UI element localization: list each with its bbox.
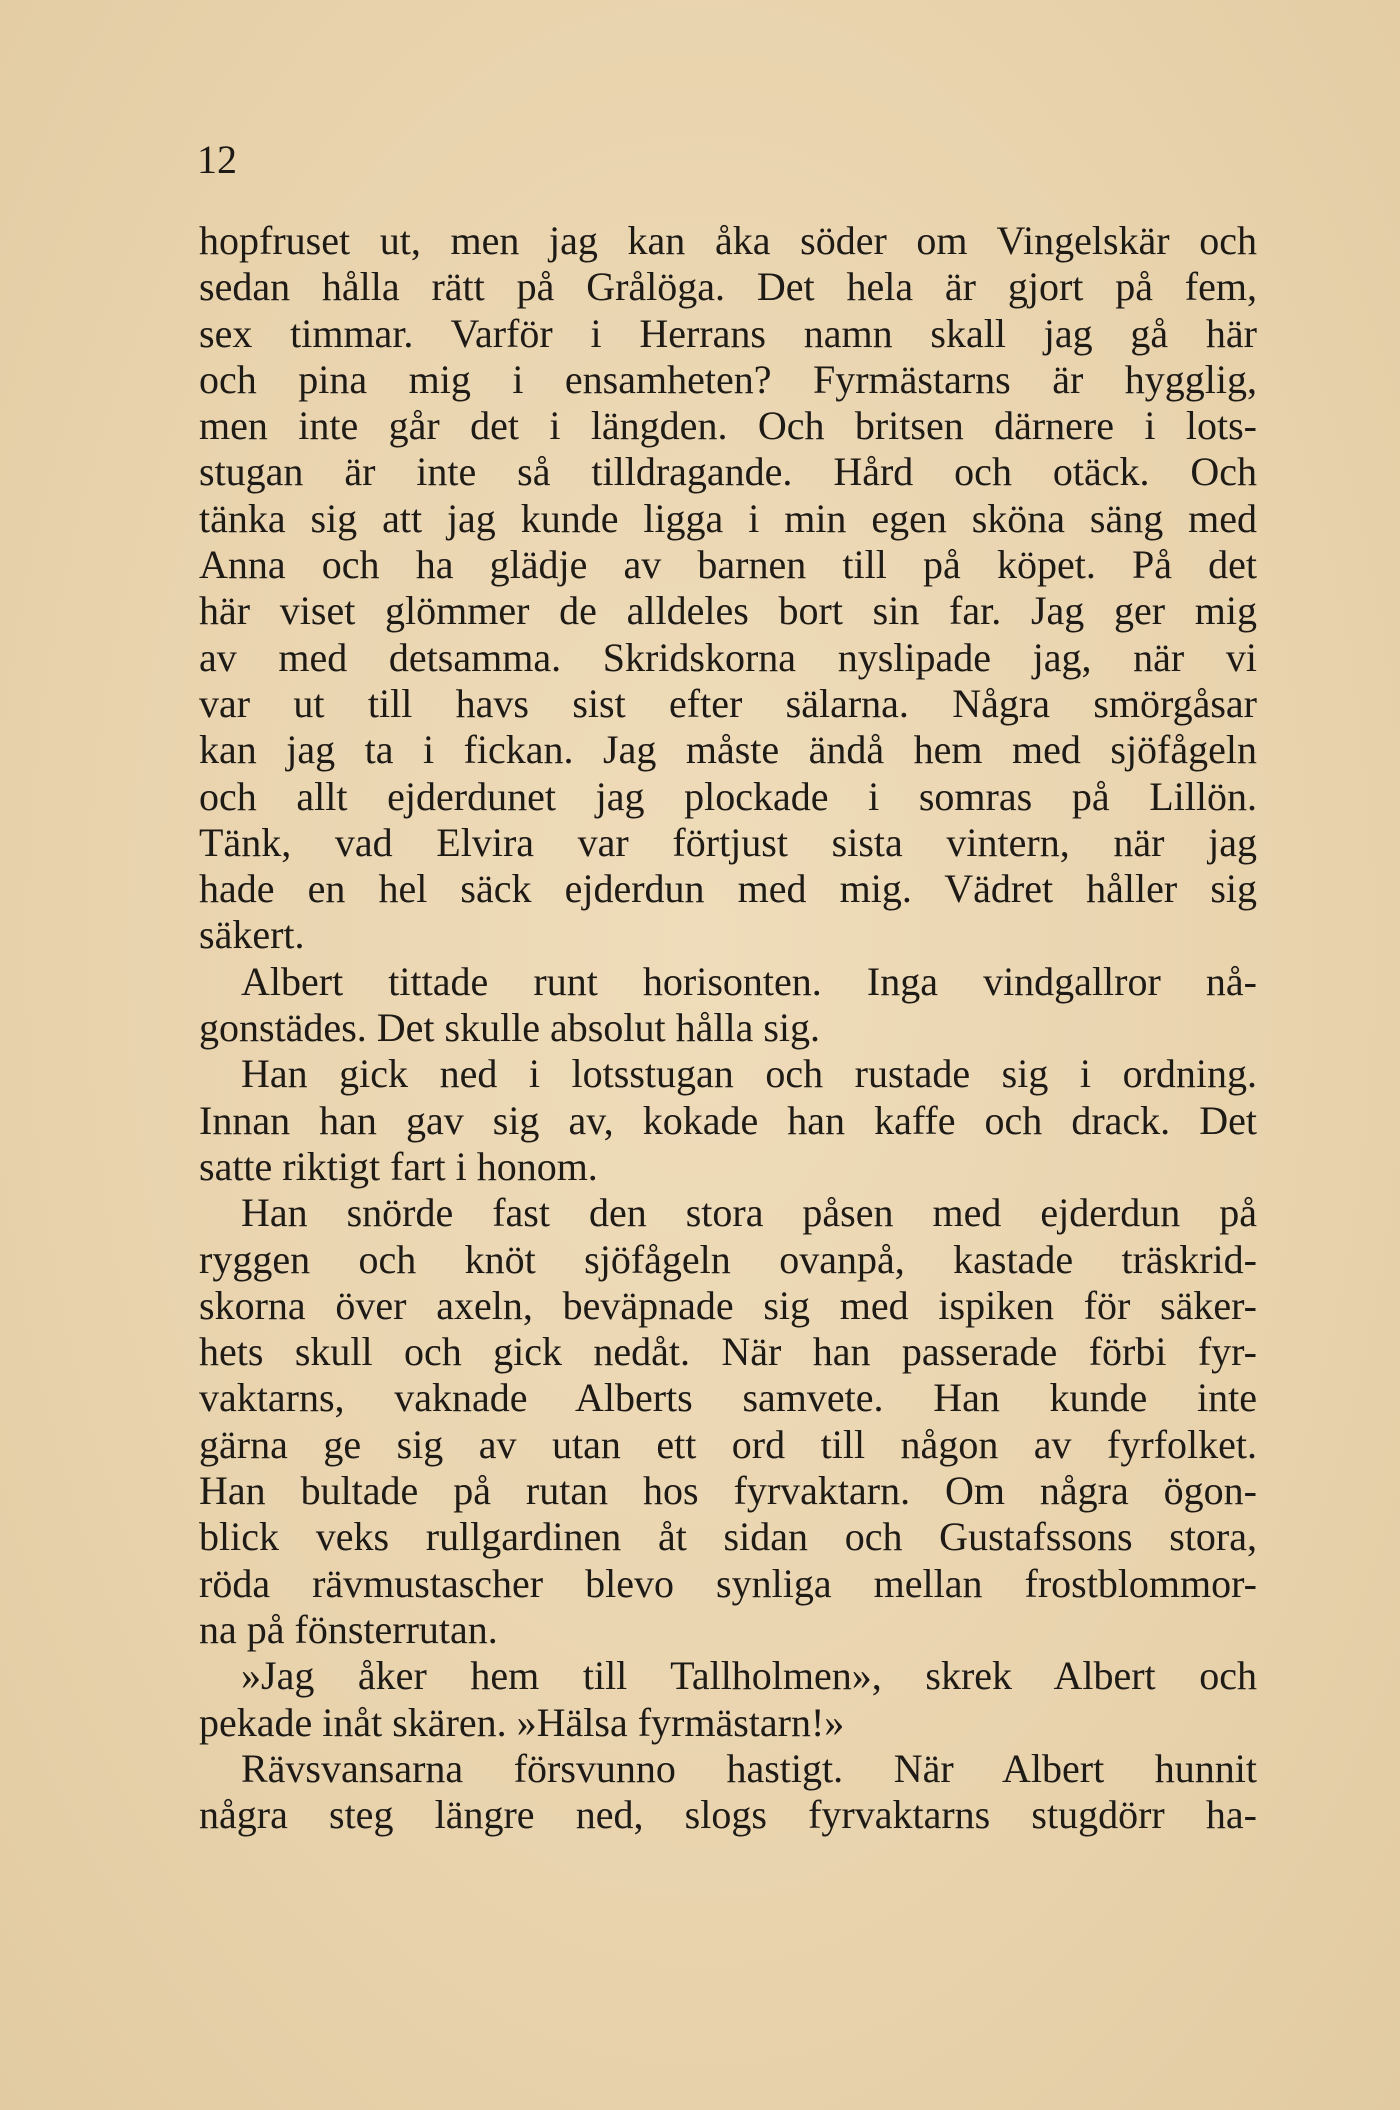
text-line: Innan han gav sig av, kokade han kaffe och drack. Det: [199, 1097, 1257, 1143]
text-line: Han bultade på rutan hos fyrvaktarn. Om några ögon-: [199, 1468, 1257, 1514]
body-text: [199, 218, 1257, 1838]
text-line: Rävsvansarna försvunno hastigt. När Albert hunnit: [241, 1745, 1257, 1791]
text-line: av med detsamma. Skridskorna nyslipade jag, när vi: [199, 634, 1257, 680]
text-line: säkert.: [199, 912, 305, 958]
text-line: men inte går det i längden. Och britsen därnere i lots-: [199, 403, 1257, 449]
text-line: och allt ejderdunet jag plockade i somras på Lillön.: [199, 773, 1257, 819]
text-line: sex timmar. Varför i Herrans namn skall jag gå här: [199, 310, 1257, 356]
text-line: Tänk, vad Elvira var förtjust sista vintern, när jag: [199, 819, 1257, 865]
text-line: Han gick ned i lotsstugan och rustade sig i ordning.: [241, 1051, 1257, 1097]
text-line: gärna ge sig av utan ett ord till någon av fyrfolket.: [199, 1421, 1257, 1467]
text-line: satte riktigt fart i honom.: [199, 1143, 598, 1189]
text-line: var ut till havs sist efter sälarna. Några smörgåsar: [199, 680, 1257, 726]
text-line: kan jag ta i fickan. Jag måste ändå hem med sjöfågeln: [199, 727, 1257, 773]
text-line: stugan är inte så tilldragande. Hård och otäck. Och: [199, 449, 1257, 495]
text-line: och pina mig i ensamheten? Fyrmästarns är hygglig,: [199, 356, 1257, 402]
text-line: Albert tittade runt horisonten. Inga vindgallror nå-: [241, 958, 1257, 1004]
text-line: skorna över axeln, beväpnade sig med ispiken för säker-: [199, 1282, 1257, 1328]
text-line: hets skull och gick nedåt. När han passerade förbi fyr-: [199, 1329, 1257, 1375]
text-line: pekade inåt skären. »Hälsa fyrmästarn!»: [199, 1699, 845, 1745]
text-line: Anna och ha glädje av barnen till på köpet. På det: [199, 542, 1257, 588]
text-line: na på fönsterrutan.: [199, 1606, 498, 1652]
text-line: hade en hel säck ejderdun med mig. Vädret håller sig: [199, 866, 1257, 912]
text-line: vaktarns, vaknade Alberts samvete. Han kunde inte: [199, 1375, 1257, 1421]
page-number: 12: [197, 137, 237, 182]
text-line: blick veks rullgardinen åt sidan och Gustafssons stora,: [199, 1514, 1257, 1560]
text-line: ryggen och knöt sjöfågeln ovanpå, kastade träskrid-: [199, 1236, 1257, 1282]
text-line: röda rävmustascher blevo synliga mellan frostblommor-: [199, 1560, 1257, 1606]
text-line: hopfruset ut, men jag kan åka söder om Vingelskär och: [199, 218, 1257, 263]
text-line: gonstädes. Det skulle absolut hålla sig.: [199, 1005, 821, 1051]
text-line: »Jag åker hem till Tallholmen», skrek Albert och: [241, 1653, 1257, 1699]
text-line: Han snörde fast den stora påsen med ejderdun på: [241, 1190, 1257, 1236]
text-line: tänka sig att jag kunde ligga i min egen sköna säng med: [199, 495, 1257, 541]
text-line: sedan hålla rätt på Grålöga. Det hela är gjort på fem,: [199, 264, 1257, 310]
text-line: några steg längre ned, slogs fyrvaktarns stugdörr ha-: [199, 1792, 1257, 1838]
text-line: här viset glömmer de alldeles bort sin far. Jag ger mig: [199, 588, 1257, 634]
